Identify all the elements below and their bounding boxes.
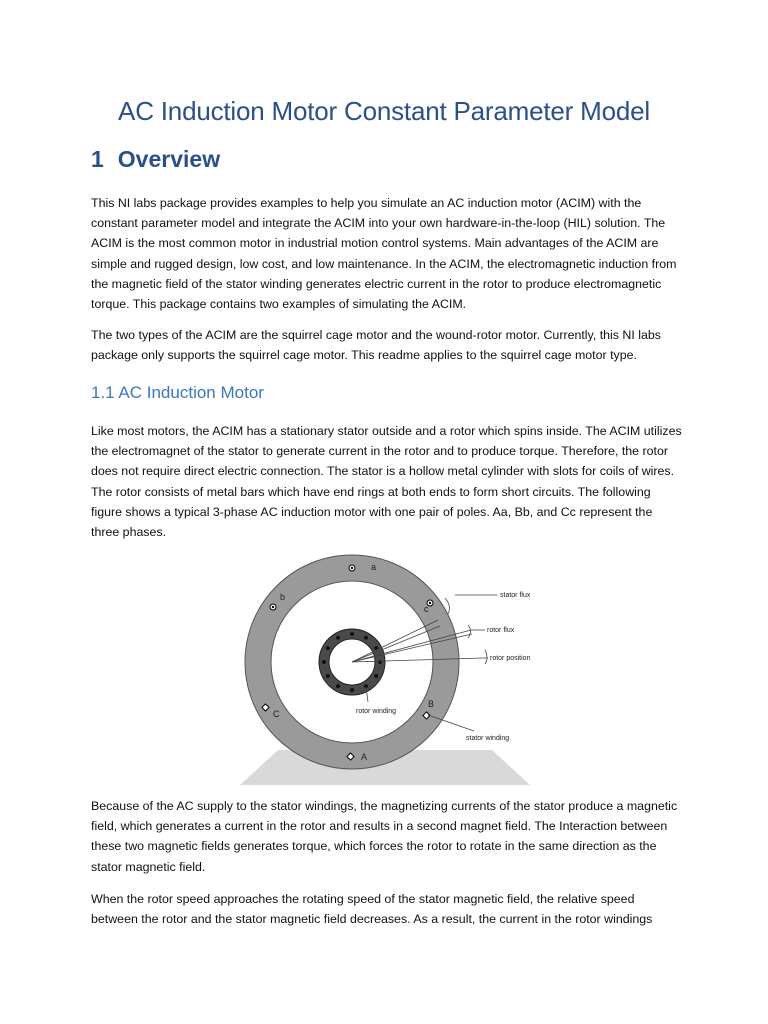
paragraph-magnetic-field: Because of the AC supply to the stator windings, the magnetizing currents of the stator produce a magnetic field, which generates a current in the rotor and results in a second magnet field. The Interaction between these two magnetic fields generates torque, which forces the rotor to rotate in the same direction as the stator magnetic field. [91,799,678,874]
document-title: AC Induction Motor Constant Parameter Model [118,96,650,126]
stator-flux-label: stator flux [500,592,530,599]
phase-label-b: b [280,592,286,602]
phase-label-C: C [273,709,280,719]
rotor-winding-label: rotor winding [356,708,397,715]
paragraph-intro: This NI labs package provides examples to help you simulate an AC induction motor (ACIM) with the constant parameter model and integrate the ACIM into your own hardware-in-the-loop (HIL) solution. The ACIM is the most common motor in industrial motion control systems. Main advantages of the ACIM are simple and rugged design, low cost, and low maintenance. In the ACIM, the electromagnetic induction from the magnetic field of the stator winding generates electric current in the rotor to produce electromagnetic torque. This package contains two examples of simulating the ACIM. [91,196,677,312]
paragraph-rotor-speed: When the rotor speed approaches the rotating speed of the stator magnetic field, the relative speed between the rotor and the stator magnetic field decreases. As a result, the current in the rotor windings [91,892,653,927]
section-number: 1 [91,146,104,172]
paragraph-motor-description: Like most motors, the ACIM has a stationary stator outside and a rotor which spins inside. The ACIM utilizes the electromagnet of the stator to generate current in the rotor and to produce torque. Therefore, the rotor does not require direct electric connection. The stator is a hollow metal cylinder with slots for coils of wires. The rotor consists of metal bars which have end rings at both ends to form short circuits. The following figure shows a typical 3-phase AC induction motor with one pair of poles. Aa, Bb, and Cc represent the three phases. [91,424,682,540]
phase-label-c: c [424,604,429,614]
section-title: Overview [117,146,221,172]
rotor-flux-label: rotor flux [487,627,515,634]
section-heading-overview [91,144,220,174]
phase-label-a: a [371,562,377,572]
paragraph-types: The two types of the ACIM are the squirrel cage motor and the wound-rotor motor. Currently, this NI labs package only supports the squirrel cage motor. This readme applies to the squirrel cage motor type. [91,328,661,363]
motor-diagram-figure [240,550,530,785]
phase-label-A: A [361,752,368,762]
motor-diagram [240,550,530,785]
phase-label-B: B [428,699,435,709]
rotor-position-label: rotor position [490,655,530,662]
stator-winding-label: stator winding [466,735,510,742]
subsection-heading-ac-induction-motor: 1.1 AC Induction Motor [91,383,264,402]
